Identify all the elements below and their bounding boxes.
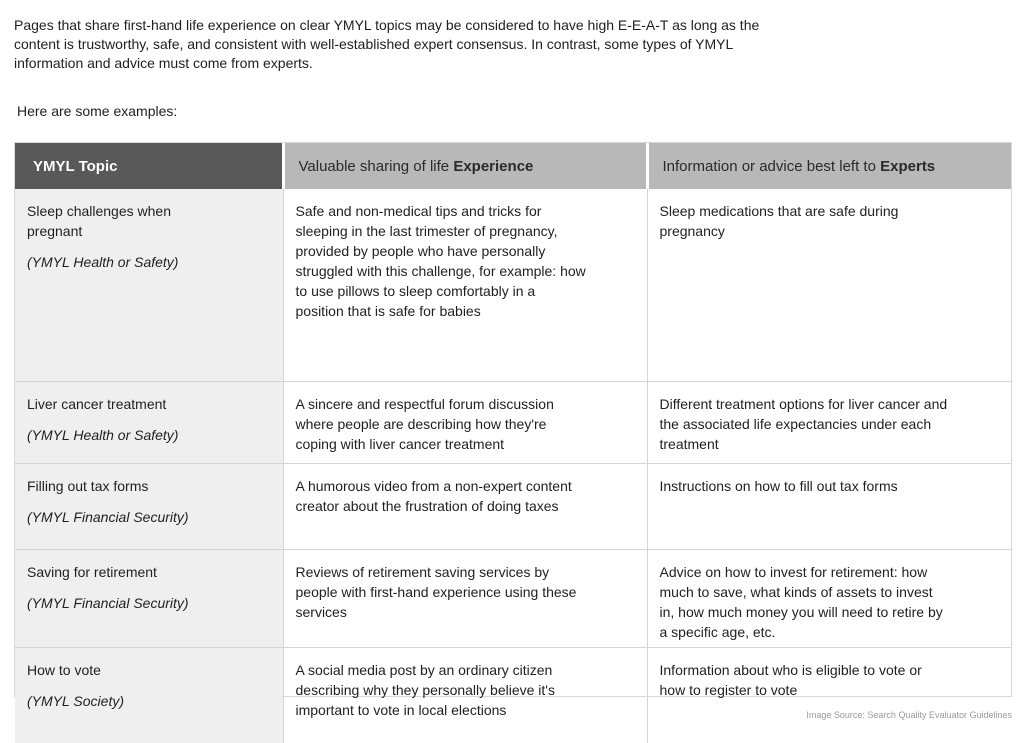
topic-category: (YMYL Health or Safety) xyxy=(27,254,179,270)
examples-table xyxy=(15,143,1011,743)
experts-cell: Instructions on how to fill out tax forms xyxy=(647,463,1011,549)
header-ymyl-topic: YMYL Topic xyxy=(15,143,283,189)
experts-cell: Advice on how to invest for retirement: how much to save, what kinds of assets to invest in, how much money you will need to retire by a specific age, etc. xyxy=(647,549,1011,647)
topic-name: Saving for retirement xyxy=(27,563,157,580)
topic-category: (YMYL Financial Security) xyxy=(27,594,189,611)
topic-cell xyxy=(15,381,283,463)
experts-cell: Information about who is eligible to vote or how to register to vote xyxy=(647,647,1011,743)
experts-cell: Sleep medications that are safe during pregnancy xyxy=(647,189,1011,381)
topic-cell xyxy=(15,463,283,549)
topic-name: How to vote xyxy=(27,661,101,678)
experience-cell: A social media post by an ordinary citizen describing why they personally believe it's important to vote in local elections xyxy=(283,647,647,743)
topic-name: Filling out tax forms xyxy=(27,477,149,494)
examples-label: Here are some examples: xyxy=(17,103,178,119)
header-experts-prefix: Information or advice best left to xyxy=(662,157,881,175)
image-source-credit: Image Source: Search Quality Evaluator Guidelines xyxy=(806,710,1012,720)
topic-category: (YMYL Society) xyxy=(27,692,124,709)
topic-cell xyxy=(15,647,283,743)
topic-cell xyxy=(15,549,283,647)
topic-name: Liver cancer treatment xyxy=(27,395,167,412)
table-row xyxy=(15,189,1011,381)
table-row xyxy=(15,647,1011,743)
header-experience-prefix: Valuable sharing of life xyxy=(298,157,454,175)
topic-category: (YMYL Financial Security) xyxy=(27,508,189,525)
header-experience-bold: Experience xyxy=(453,157,534,175)
experience-cell: Safe and non-medical tips and tricks for sleeping in the last trimester of pregnancy, provided by people who have personally struggled with this challenge, for example: how to use pillows to sleep comfortably in a position that is safe for babies xyxy=(283,189,647,381)
topic-name: Sleep challenges when pregnant xyxy=(27,203,171,239)
experience-cell: A sincere and respectful forum discussion where people are describing how they're coping with liver cancer treatment xyxy=(283,381,647,463)
table-row xyxy=(15,549,1011,647)
table-row xyxy=(15,381,1011,463)
topic-category: (YMYL Health or Safety) xyxy=(27,426,179,443)
header-experts xyxy=(647,143,1011,189)
header-experts-bold: Experts xyxy=(880,157,936,175)
intro-paragraph: Pages that share first-hand life experience on clear YMYL topics may be considered to have high E-E-A-T as long as the content is trustworthy, safe, and consistent with well-established expert consensus. In contrast, some types of YMYL information and advice must come from experts. xyxy=(14,17,760,71)
experts-cell: Different treatment options for liver cancer and the associated life expectancies under each treatment xyxy=(647,381,1011,463)
topic-cell xyxy=(15,189,283,381)
experience-cell: A humorous video from a non-expert content creator about the frustration of doing taxes xyxy=(283,463,647,549)
table-header-row xyxy=(15,143,1011,189)
experience-cell: Reviews of retirement saving services by people with first-hand experience using these services xyxy=(283,549,647,647)
header-experience xyxy=(283,143,647,189)
table-row xyxy=(15,463,1011,549)
